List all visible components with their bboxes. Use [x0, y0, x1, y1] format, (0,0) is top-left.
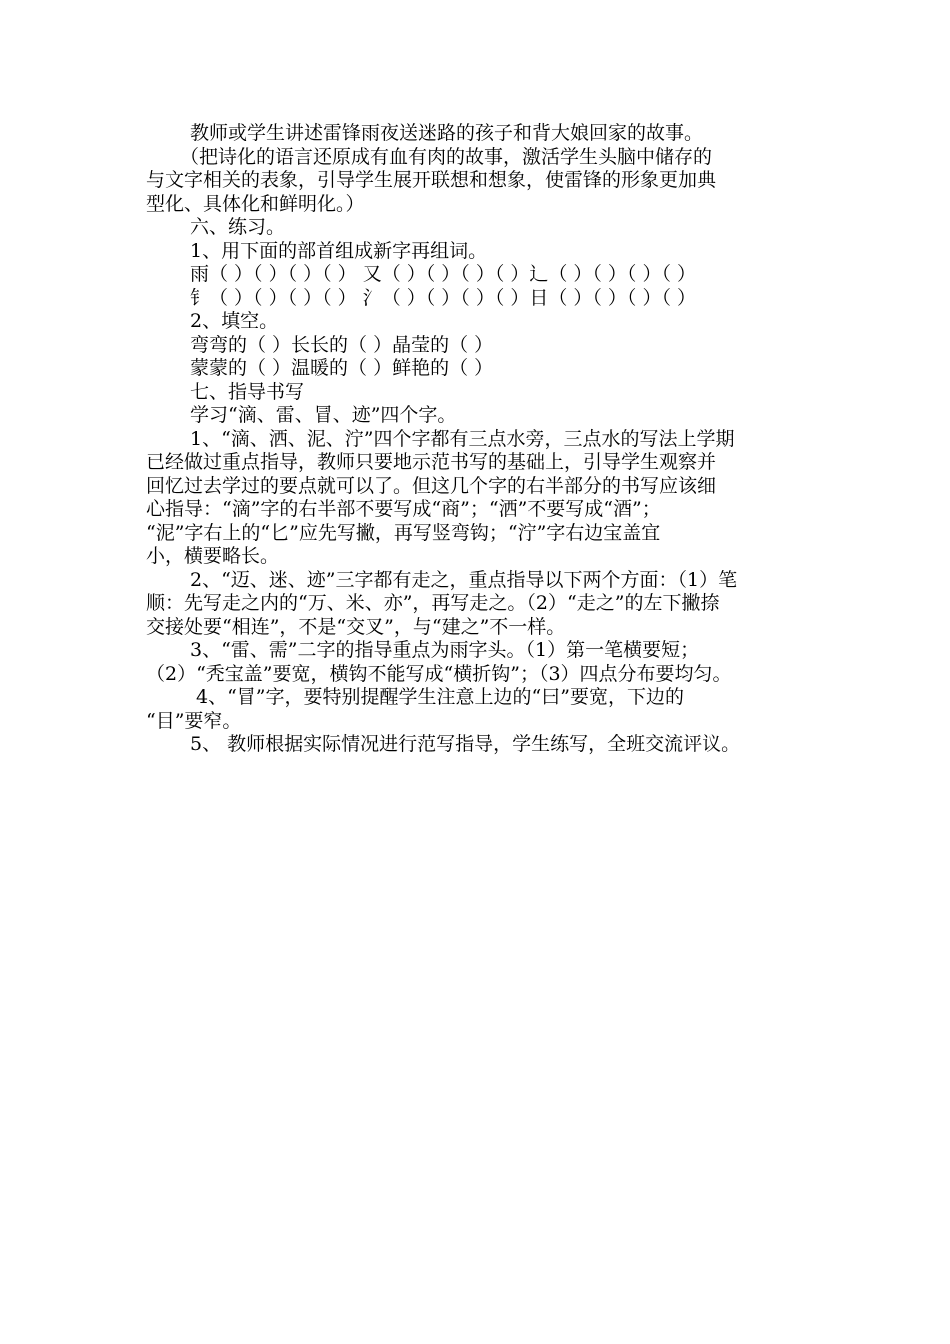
paragraph-line: 学习“滴、雷、冒、迹”四个字。 — [190, 404, 457, 426]
paragraph-line: 4、“冒”字，要特别提醒学生注意上边的“曰”要宽，下边的 — [196, 686, 684, 708]
paragraph-line: 回忆过去学过的要点就可以了。但这几个字的右半部分的书写应该细 — [146, 474, 717, 497]
paragraph-line: 教师或学生讲述雷锋雨夜送迷路的孩子和背大娘回家的故事。 — [190, 122, 704, 144]
paragraph-line: 2、“迈、迷、迹”三字都有走之，重点指导以下两个方面：（1）笔 — [190, 568, 738, 591]
exercise-instruction: 1、用下面的部首组成新字再组词。 — [190, 239, 488, 262]
fill-blank-row: 蒙蒙的（ ）温暖的（ ）鲜艳的（ ） — [190, 357, 494, 379]
paragraph-line: （2）“秃宝盖”要宽，横钩不能写成“横折钩”；（3）四点分布要均匀。 — [146, 662, 732, 685]
paragraph-line: （把诗化的语言还原成有血有肉的故事，激活学生头脑中储存的 — [180, 145, 713, 168]
section-heading: 七、指导书写 — [190, 380, 305, 403]
document-body — [146, 122, 814, 757]
paragraph-line: 顺：先写走之内的“万、米、亦”，再写走之。（2）“走之”的左下撇捺 — [146, 592, 720, 614]
paragraph-line: 小，横要略长。 — [146, 545, 280, 567]
exercise-instruction: 2、填空。 — [190, 310, 279, 332]
paragraph-line: 型化、具体化和鲜明化。） — [146, 192, 365, 215]
paragraph-line: 心指导：“滴”字的右半部不要写成“商”；“洒”不要写成“酒”； — [146, 498, 661, 520]
fill-blank-row: 弯弯的（ ）长长的（ ）晶莹的（ ） — [190, 333, 494, 356]
paragraph-line: 已经做过重点指导，教师只要地示范书写的基础上，引导学生观察并 — [146, 451, 717, 473]
radical-exercise-row: 钅（ ）（ ）（ ）（ ） 氵（ ）（ ）（ ）（ ）日（ ）（ ）（ ）（ ） — [190, 286, 697, 309]
paragraph-line: 与文字相关的表象，引导学生展开联想和想象，使雷锋的形象更加典 — [146, 169, 717, 191]
paragraph-line: 3、“雷、需”二字的指导重点为雨字头。（1）第一笔横要短； — [190, 639, 700, 661]
paragraph-line: “泥”字右上的“匕”应先写撇，再写竖弯钩；“泞”字右边宝盖宜 — [146, 521, 661, 544]
paragraph-line: “目”要窄。 — [146, 709, 242, 732]
paragraph-line: 1、“滴、洒、泥、泞”四个字都有三点水旁，三点水的写法上学期 — [190, 427, 735, 450]
paragraph-line: 交接处要“相连”，不是“交叉”，与“建之”不一样。 — [146, 615, 566, 638]
radical-exercise-row: 雨（ ）（ ）（ ）（ ） 又（ ）（ ）（ ）（ ）辶（ ）（ ）（ ）（ ） — [190, 263, 697, 285]
section-heading: 六、练习。 — [190, 216, 286, 238]
paragraph-line: 5、 教师根据实际情况进行范写指导，学生练写，全班交流评议。 — [190, 733, 741, 755]
